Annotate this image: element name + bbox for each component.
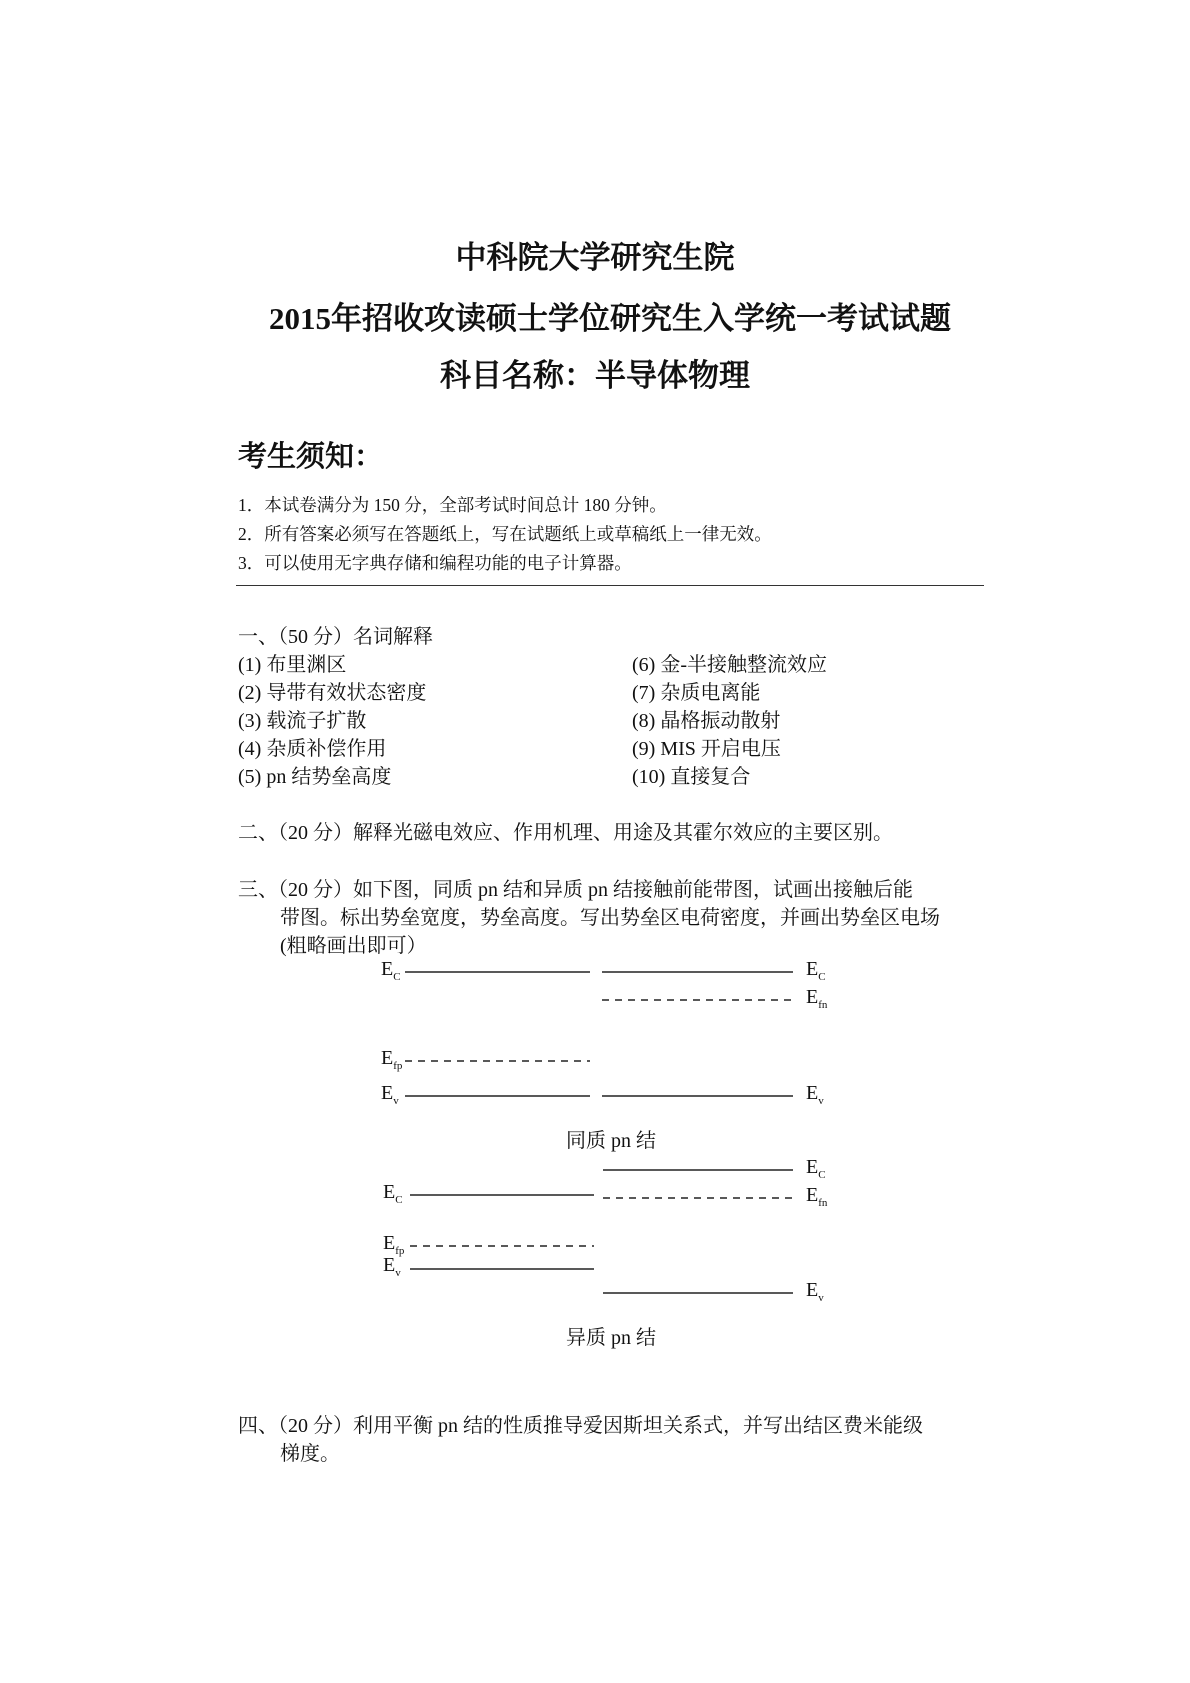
term-item: (10) 直接复合 [632, 766, 751, 788]
hetero-efp-label: $E_{fp}$ [383, 1232, 405, 1257]
question-2: 二、（20 分）解释光磁电效应、作用机理、用途及其霍尔效应的主要区别。 [238, 822, 893, 844]
hetero-ev-left-label: $E_v$ [383, 1254, 401, 1279]
term-item: (6) 金-半接触整流效应 [632, 654, 827, 676]
homo-ev-right-label: $E_v$ [806, 1082, 824, 1107]
hetero-ec-left-label: $E_C$ [383, 1181, 403, 1206]
homo-ec-right-label: $E_C$ [806, 958, 826, 983]
homo-efn-label: $E_{fn}$ [806, 986, 828, 1011]
term-item: (1) 布里渊区 [238, 654, 347, 676]
question-1-heading: 一、（50 分）名词解释 [238, 626, 433, 648]
question-4-line: 梯度。 [280, 1443, 340, 1465]
term-item: (3) 载流子扩散 [238, 710, 367, 732]
heterojunction-caption: 异质 pn 结 [566, 1327, 656, 1349]
notice-item: 3．可以使用无字典存储和编程功能的电子计算器。 [238, 553, 632, 573]
notice-heading: 考生须知： [238, 441, 384, 473]
homojunction-caption: 同质 pn 结 [566, 1130, 656, 1152]
homo-ec-left-label: $E_C$ [381, 958, 401, 983]
heterojunction-diagram [410, 1170, 793, 1293]
exam-title: 2015年招收攻读硕士学位研究生入学统一考试试题 [269, 301, 951, 336]
question-3-line: (粗略画出即可） [280, 935, 427, 957]
homo-ev-left-label: $E_v$ [381, 1082, 399, 1107]
subject-title: 科目名称：半导体物理 [440, 358, 750, 393]
question-4-line: 四、（20 分）利用平衡 pn 结的性质推导爱因斯坦关系式，并写出结区费米能级 [238, 1415, 923, 1437]
term-item: (9) MIS 开启电压 [632, 738, 781, 760]
hetero-ev-right-label: $E_v$ [806, 1279, 824, 1304]
hetero-efn-label: $E_{fn}$ [806, 1184, 828, 1209]
term-item: (2) 导带有效状态密度 [238, 682, 427, 704]
question-3-line: 三、（20 分）如下图，同质 pn 结和异质 pn 结接触前能带图，试画出接触后能 [238, 879, 913, 901]
term-item: (8) 晶格振动散射 [632, 710, 781, 732]
question-3-line: 带图。标出势垒宽度，势垒高度。写出势垒区电荷密度，并画出势垒区电场 [280, 907, 940, 929]
term-item: (5) pn 结势垒高度 [238, 766, 392, 788]
institution-title: 中科院大学研究生院 [455, 240, 735, 275]
notice-item: 2．所有答案必须写在答题纸上，写在试题纸上或草稿纸上一律无效。 [238, 524, 772, 544]
hetero-ec-right-label: $E_C$ [806, 1156, 826, 1181]
notice-item: 1．本试卷满分为 150 分，全部考试时间总计 180 分钟。 [238, 495, 667, 515]
homojunction-diagram [405, 972, 793, 1096]
homo-efp-label: $E_{fp}$ [381, 1047, 403, 1072]
term-item: (4) 杂质补偿作用 [238, 738, 387, 760]
term-item: (7) 杂质电离能 [632, 682, 761, 704]
